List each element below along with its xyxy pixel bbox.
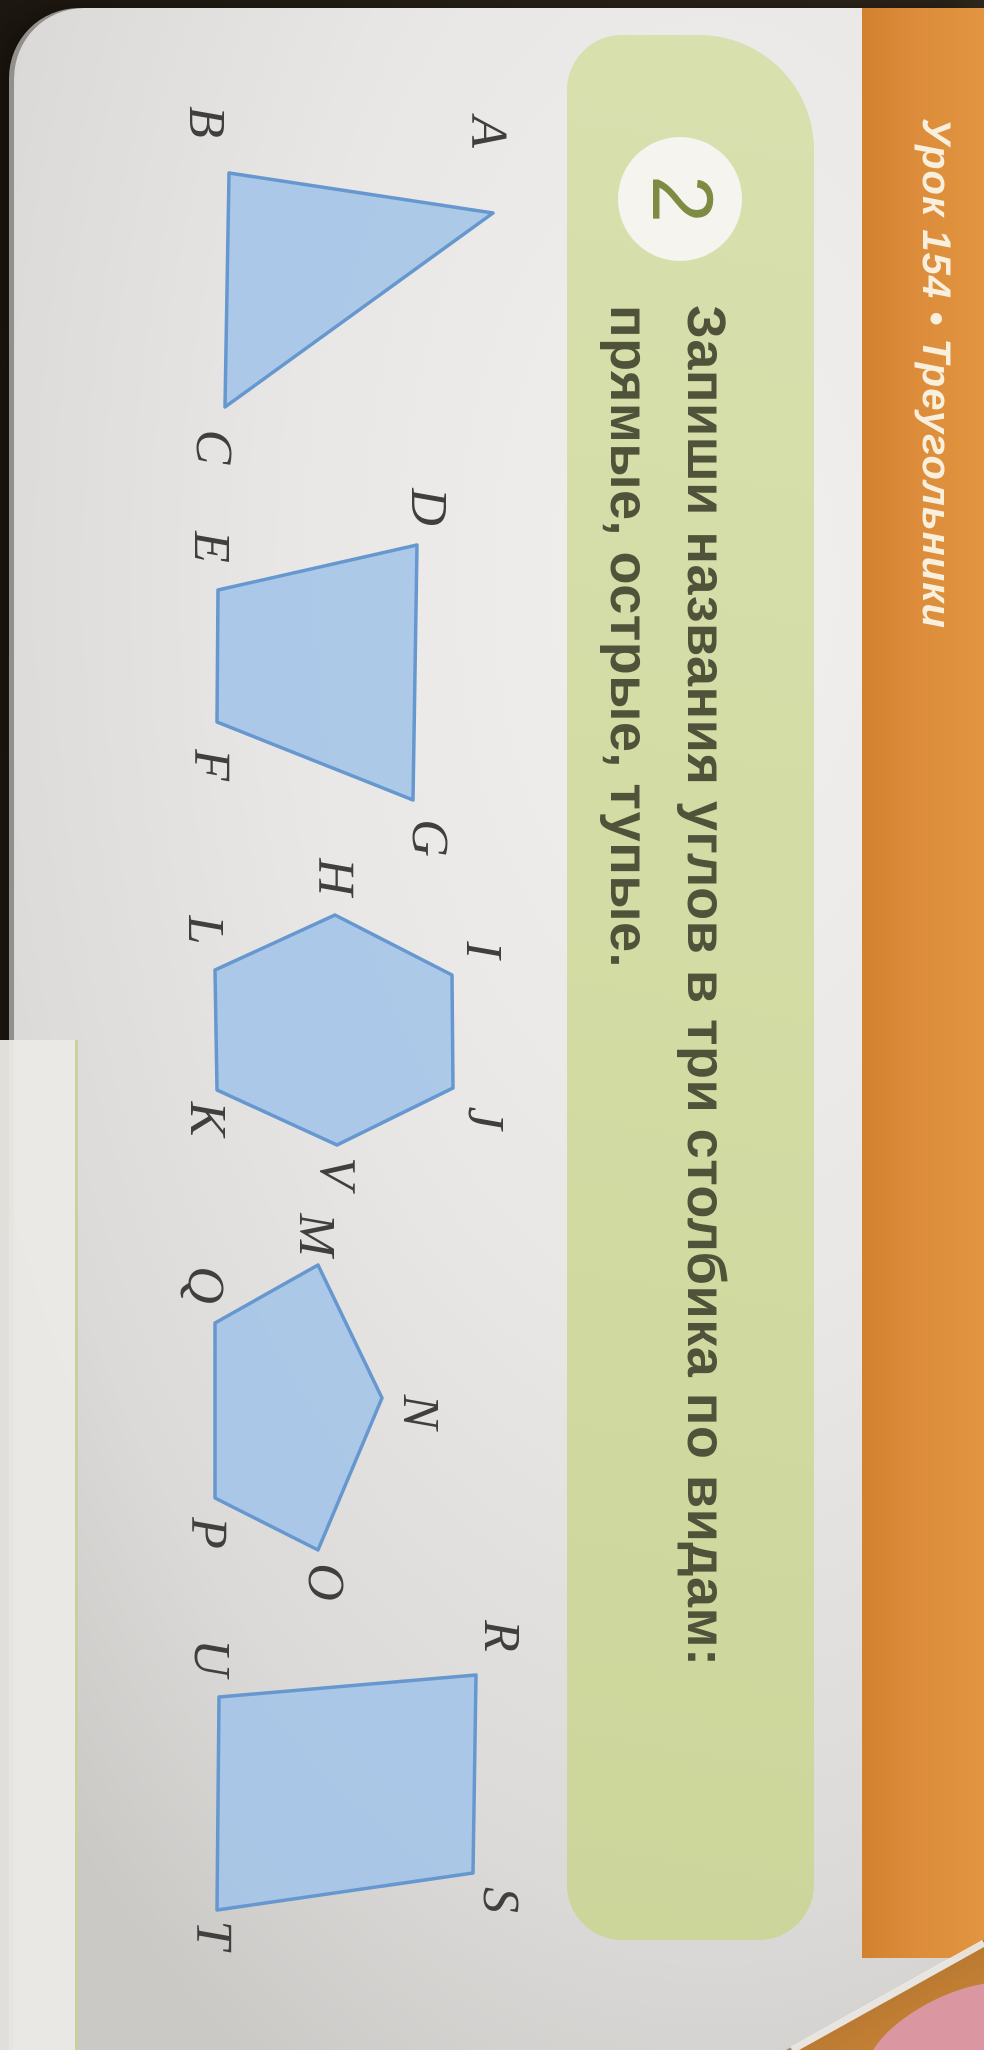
vertex-label-g: G xyxy=(401,819,458,857)
vertex-label-o: O xyxy=(297,1563,354,1601)
vertex-label-k: K xyxy=(179,1101,236,1137)
vertex-label-c: C xyxy=(185,429,242,465)
pentagon-mnopq-shape xyxy=(215,1265,382,1550)
trapezoid-defg-shape xyxy=(217,545,417,800)
vertex-label-h: H xyxy=(307,858,364,896)
vertex-label-m: M xyxy=(288,1213,345,1257)
task-instruction-line2: прямые, острые, тупые. xyxy=(599,305,659,968)
triangle-abc-shape xyxy=(225,173,493,407)
vertex-label-s: S xyxy=(472,1887,529,1913)
vertex-label-j: J xyxy=(457,1106,514,1130)
vertex-label-v: V xyxy=(309,1157,366,1189)
hexagon-hijvkl-shape xyxy=(215,915,453,1145)
task-instruction-line1: Запиши названия углов в три столбика по видам: xyxy=(676,305,736,1667)
vertex-label-a: A xyxy=(460,116,517,148)
vertex-label-b: B xyxy=(178,106,235,138)
vertex-label-t: T xyxy=(185,1920,242,1950)
vertex-label-e: E xyxy=(183,531,240,563)
vertex-label-i: I xyxy=(455,941,512,959)
vertex-label-q: Q xyxy=(177,1266,234,1304)
page-corner-curl xyxy=(0,1780,984,2050)
vertex-label-n: N xyxy=(392,1394,449,1430)
vertex-label-u: U xyxy=(183,1639,240,1677)
vertex-label-l: L xyxy=(177,915,234,945)
vertex-label-f: F xyxy=(183,749,240,781)
task-number: 2 xyxy=(634,175,730,223)
lesson-title: Урок 154 • Треугольники xyxy=(914,118,958,629)
vertex-label-r: R xyxy=(473,1620,530,1652)
vertex-label-p: P xyxy=(180,1517,237,1549)
vertex-label-d: D xyxy=(400,488,457,526)
